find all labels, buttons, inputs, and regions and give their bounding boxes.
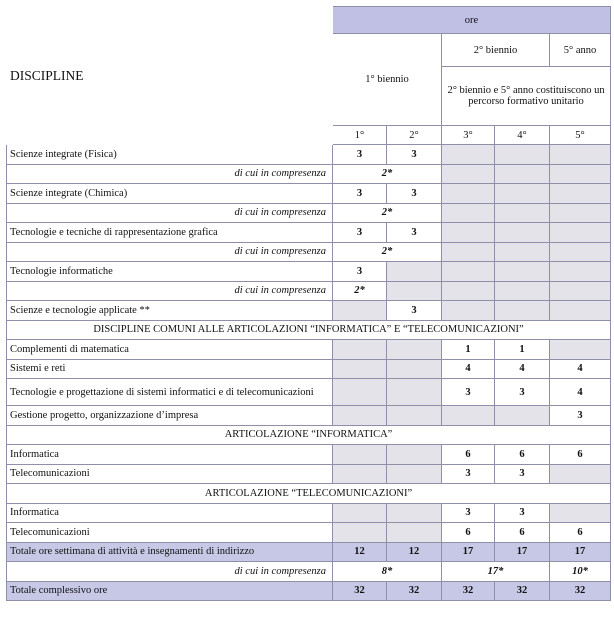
weekly-total-row [7, 542, 611, 562]
section-title-informatica: ARTICOLAZIONE “INFORMATICA” [7, 425, 611, 445]
table-row [7, 406, 611, 426]
percorso-unitario-note: 2° biennio e 5° anno costituiscono un percorso formativo unitario [442, 67, 611, 126]
hours-y4: 4 [495, 359, 550, 379]
table-row [7, 184, 611, 204]
compresenza-value: 2* [333, 164, 442, 184]
year-1-header: 1° [333, 126, 387, 145]
subject-name: Tecnologie e progettazione di sistemi informatici e di telecomunicazioni [7, 379, 333, 406]
hours-y3: 6 [442, 445, 495, 465]
year-4-header: 4° [495, 126, 550, 145]
hours-y3: 3 [442, 464, 495, 484]
section-title-comuni: DISCIPLINE COMUNI ALLE ARTICOLAZIONI “INFORMATICA” E “TELECOMUNICAZIONI” [7, 320, 611, 340]
year-3-header: 3° [442, 126, 495, 145]
hours-y1: 3 [333, 184, 387, 204]
subject-name: Informatica [7, 445, 333, 465]
hours-y5: 4 [550, 359, 611, 379]
hours-y5: 6 [550, 445, 611, 465]
compresenza-label: di cui in compresenza [7, 203, 333, 223]
weekly-total-y3: 17 [442, 542, 495, 562]
year-5-header: 5° [550, 126, 611, 145]
table-row [7, 445, 611, 465]
hours-y5: 4 [550, 379, 611, 406]
secondo-biennio-header: 2° biennio [442, 34, 550, 67]
hours-y1: 3 [333, 223, 387, 243]
compresenza-label: di cui in compresenza [7, 242, 333, 262]
ore-header: ore [333, 7, 611, 34]
subject-name: Scienze e tecnologie applicate ** [7, 301, 333, 321]
hours-y4: 3 [495, 379, 550, 406]
table-row [7, 359, 611, 379]
subject-name: Tecnologie informatiche [7, 262, 333, 282]
overall-total-y1: 32 [333, 581, 387, 601]
overall-total-row [7, 581, 611, 601]
hours-y3: 3 [442, 503, 495, 523]
table-row [7, 523, 611, 543]
table-row [7, 503, 611, 523]
overall-total-label: Totale complessivo ore [7, 581, 333, 601]
table-row [7, 281, 611, 301]
compresenza-value: 2* [333, 281, 387, 301]
overall-total-y2: 32 [387, 581, 442, 601]
table-row [7, 242, 611, 262]
table-row [7, 262, 611, 282]
compresenza-total-row [7, 562, 611, 582]
subject-name: Scienze integrate (Chimica) [7, 184, 333, 204]
hours-y4: 1 [495, 340, 550, 360]
subject-name: Tecnologie e tecniche di rappresentazione grafica [7, 223, 333, 243]
hours-y2: 3 [387, 301, 442, 321]
compresenza-value: 2* [333, 242, 442, 262]
section-title-telecomunicazioni: ARTICOLAZIONE “TELECOMUNICAZIONI” [7, 484, 611, 504]
hours-y2: 3 [387, 223, 442, 243]
table-row [7, 464, 611, 484]
subject-name: Sistemi e reti [7, 359, 333, 379]
subject-name: Gestione progetto, organizzazione d’impresa [7, 406, 333, 426]
weekly-total-label: Totale ore settimana di attività e insegnamenti di indirizzo [7, 542, 333, 562]
table-row [7, 301, 611, 321]
table-row [7, 223, 611, 243]
table-row [7, 203, 611, 223]
compresenza-total-secondo-biennio: 17* [442, 562, 550, 582]
table-row [7, 340, 611, 360]
discipline-header: DISCIPLINE [7, 7, 333, 145]
overall-total-y5: 32 [550, 581, 611, 601]
table-row [7, 145, 611, 165]
hours-y5: 6 [550, 523, 611, 543]
hours-y2: 3 [387, 145, 442, 165]
hours-y3: 6 [442, 523, 495, 543]
hours-y3: 4 [442, 359, 495, 379]
year-2-header: 2° [387, 126, 442, 145]
hours-y3: 1 [442, 340, 495, 360]
hours-y1: 3 [333, 262, 387, 282]
compresenza-label: di cui in compresenza [7, 562, 333, 582]
hours-y3: 3 [442, 379, 495, 406]
table-row [7, 164, 611, 184]
hours-y4: 3 [495, 503, 550, 523]
hours-y4: 3 [495, 464, 550, 484]
weekly-total-y2: 12 [387, 542, 442, 562]
table-row [7, 379, 611, 406]
weekly-total-y4: 17 [495, 542, 550, 562]
hours-y4: 6 [495, 523, 550, 543]
subject-name: Scienze integrate (Fisica) [7, 145, 333, 165]
weekly-total-y5: 17 [550, 542, 611, 562]
hours-y4: 6 [495, 445, 550, 465]
hours-y5: 3 [550, 406, 611, 426]
hours-y1: 3 [333, 145, 387, 165]
primo-biennio-header: 1° biennio [333, 34, 442, 126]
compresenza-total-biennio: 8* [333, 562, 442, 582]
subject-name: Informatica [7, 503, 333, 523]
overall-total-y3: 32 [442, 581, 495, 601]
compresenza-value: 2* [333, 203, 442, 223]
subject-name: Telecomunicazioni [7, 464, 333, 484]
quinto-anno-header: 5° anno [550, 34, 611, 67]
compresenza-label: di cui in compresenza [7, 164, 333, 184]
curriculum-hours-table [6, 6, 611, 601]
subject-name: Complementi di matematica [7, 340, 333, 360]
weekly-total-y1: 12 [333, 542, 387, 562]
subject-name: Telecomunicazioni [7, 523, 333, 543]
compresenza-total-quinto: 10* [550, 562, 611, 582]
hours-y2: 3 [387, 184, 442, 204]
overall-total-y4: 32 [495, 581, 550, 601]
compresenza-label: di cui in compresenza [7, 281, 333, 301]
